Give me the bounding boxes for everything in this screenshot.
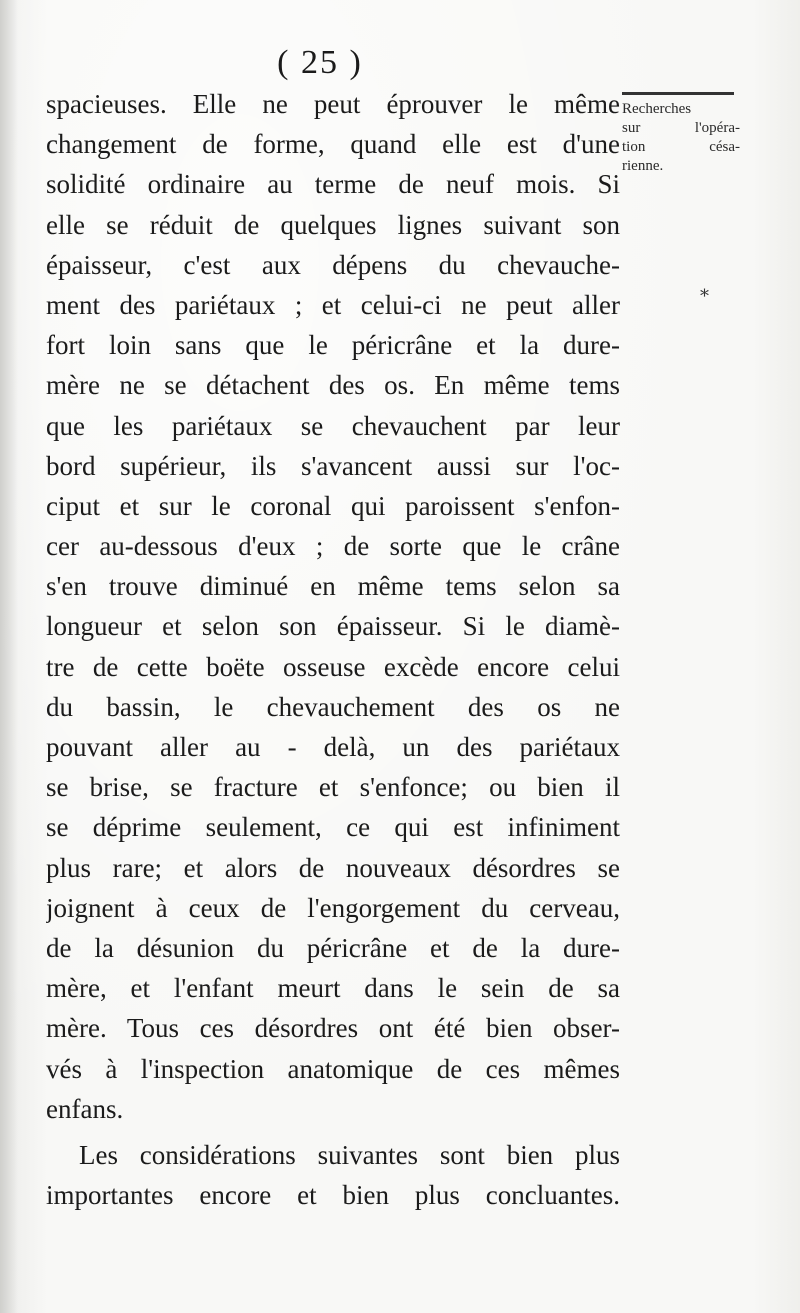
margin-note-line: tion césa-	[622, 139, 740, 155]
text-line: ment des pariétaux ; et celui-ci ne peut aller	[46, 289, 620, 320]
text-line: Les considérations suivantes sont bien plus	[79, 1139, 620, 1170]
text-line: de la désunion du péricrâne et de la dure-	[46, 932, 620, 963]
margin-note-line: sur l'opéra-	[622, 120, 740, 136]
binding-shadow	[0, 0, 18, 1313]
text-line: vés à l'inspection anatomique de ces mêmes	[46, 1053, 620, 1084]
text-line: longueur et selon son épaisseur. Si le diamè-	[46, 611, 620, 642]
margin-note-rule	[622, 92, 734, 95]
asterisk-mark: *	[700, 286, 709, 307]
text-line: joignent à ceux de l'engorgement du cerveau,	[46, 892, 620, 923]
text-line: du bassin, le chevauchement des os ne	[46, 691, 620, 722]
text-line: importantes encore et bien plus concluantes.	[46, 1180, 620, 1211]
text-line: que les pariétaux se chevauchent par leur	[46, 410, 620, 441]
text-line: cer au-dessous d'eux ; de sorte que le crâne	[46, 531, 620, 562]
margin-note-line: Recherches	[622, 101, 692, 117]
text-line: pouvant aller au - delà, un des pariétaux	[46, 732, 620, 762]
text-line: mère. Tous ces désordres ont été bien obser-	[46, 1013, 620, 1044]
text-line: plus rare; et alors de nouveaux désordres se	[46, 852, 620, 883]
text-line: épaisseur, c'est aux dépens du chevauche-	[46, 249, 620, 280]
text-line: solidité ordinaire au terme de neuf mois. Si	[46, 169, 620, 200]
text-line: mère, et l'enfant meurt dans le sein de sa	[46, 973, 620, 1004]
text-line: tre de cette boëte osseuse excède encore celui	[46, 651, 620, 682]
text-line: se déprime seulement, ce qui est infiniment	[46, 812, 620, 843]
text-line: se brise, se fracture et s'enfonce; ou bien il	[46, 772, 620, 803]
page-number: ( 25 )	[277, 44, 363, 81]
text-line: changement de forme, quand elle est d'une	[46, 129, 620, 160]
margin-note	[622, 92, 740, 176]
text-line: ciput et sur le coronal qui paroissent s'enfon-	[46, 490, 620, 521]
text-line: s'en trouve diminué en même tems selon sa	[46, 571, 620, 602]
body-text	[46, 84, 620, 1215]
text-line: spacieuses. Elle ne peut éprouver le même	[46, 89, 620, 119]
text-line: enfans.	[46, 1093, 124, 1124]
margin-note-line: rienne.	[622, 158, 664, 174]
text-line: fort loin sans que le péricrâne et la dure-	[46, 330, 620, 361]
text-line: elle se réduit de quelques lignes suivant son	[46, 209, 620, 240]
text-line: mère ne se détachent des os. En même tems	[46, 370, 620, 401]
text-line: bord supérieur, ils s'avancent aussi sur l'oc-	[46, 450, 620, 481]
